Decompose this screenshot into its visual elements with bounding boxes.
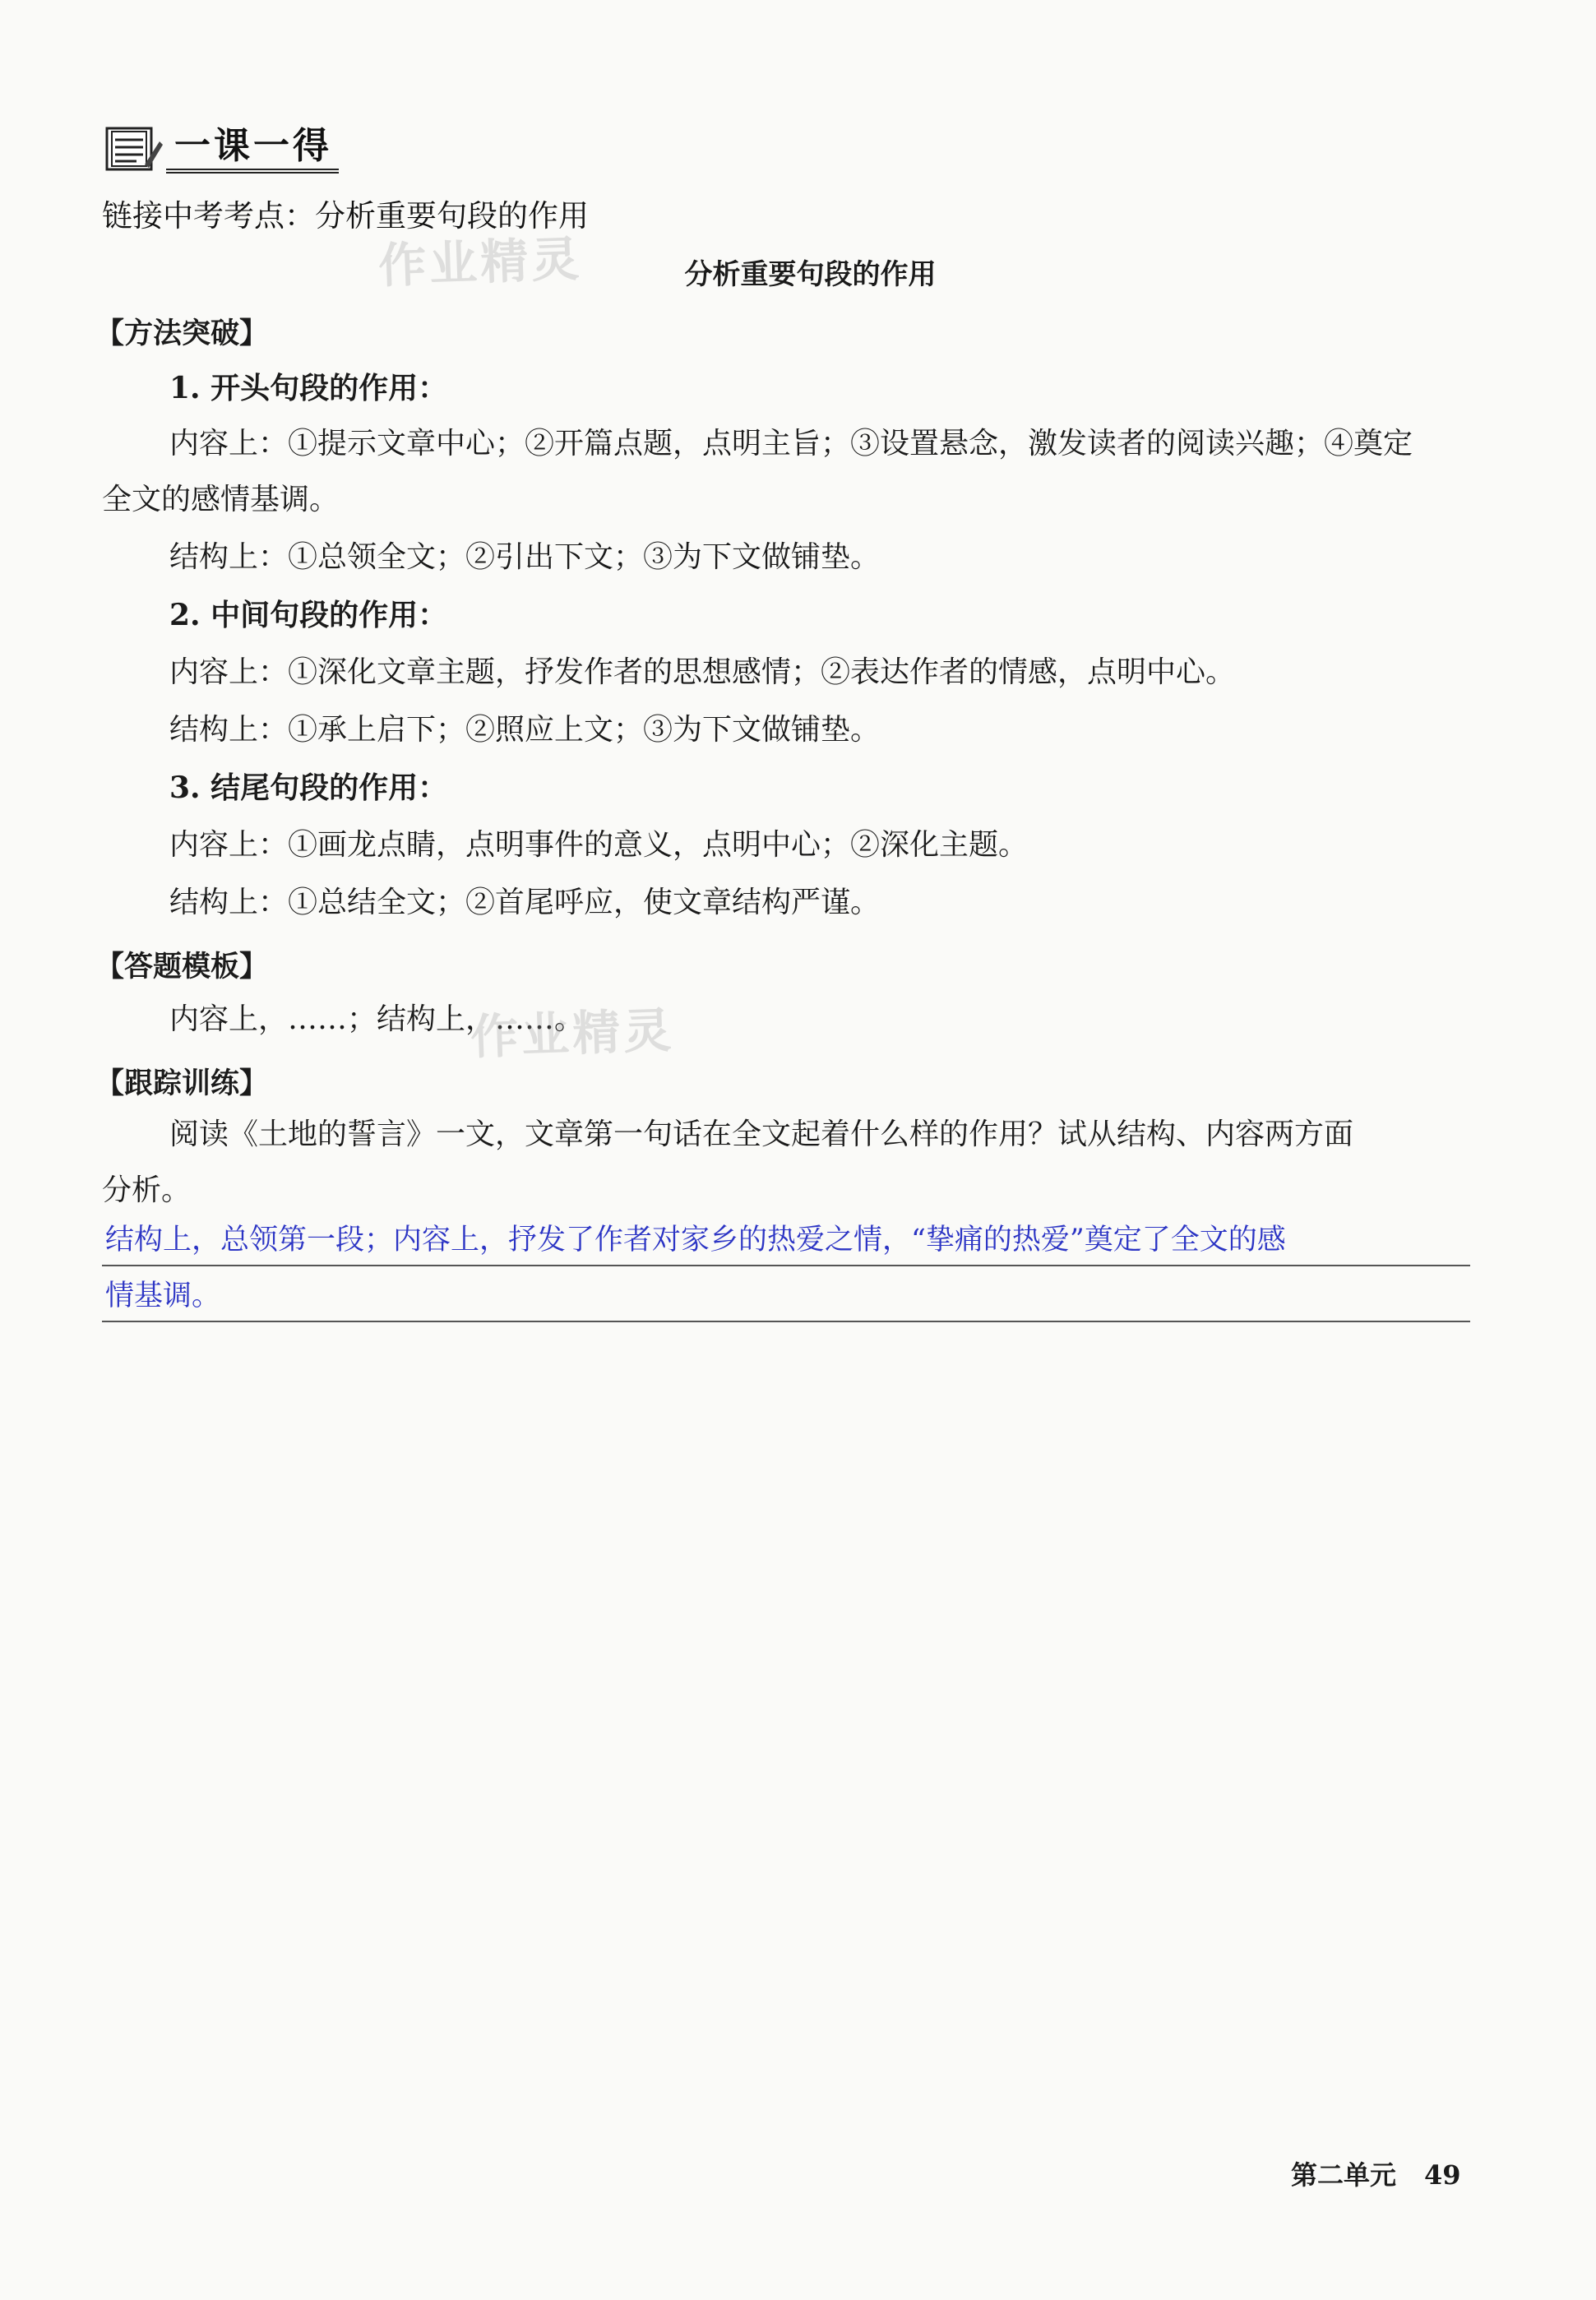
training-question: 阅读《土地的誓言》一文，文章第一句话在全文起着什么样的作用？试从结构、内容两方面	[169, 1118, 1354, 1151]
notebook-icon	[104, 123, 163, 174]
watermark: 作业精灵	[470, 1002, 676, 1066]
page-footer	[1291, 2154, 1461, 2192]
answer-line-2: 情基调。	[102, 1276, 1470, 1322]
page-number: 49	[1424, 2159, 1461, 2191]
training-question-cont: 分析。	[102, 1173, 192, 1207]
section-badge	[104, 123, 339, 174]
method-item-2-structure: 结构上：①承上启下；②照应上文；③为下文做铺垫。	[169, 713, 881, 747]
template-text: 内容上，……；结构上，……。	[169, 1002, 585, 1036]
unit-label: 第二单元	[1291, 2159, 1397, 2191]
method-item-1-content-cont: 全文的感情基调。	[102, 483, 340, 516]
method-item-2: 2. 中间句段的作用：	[169, 598, 448, 632]
method-item-2-content: 内容上：①深化文章主题，抒发作者的思想感情；②表达作者的情感，点明中心。	[169, 655, 1236, 689]
exam-link-line: 链接中考考点：分析重要句段的作用	[102, 198, 589, 234]
answer-line-1: 结构上，总领第一段；内容上，抒发了作者对家乡的热爱之情，“挚痛的热爱”奠定了全文的感	[102, 1220, 1470, 1266]
method-item-3: 3. 结尾句段的作用：	[169, 771, 448, 805]
method-item-3-structure: 结构上：①总结全文；②首尾呼应，使文章结构严谨。	[169, 886, 881, 919]
section-template: 【答题模板】	[95, 951, 269, 983]
method-item-1-structure: 结构上：①总领全文；②引出下文；③为下文做铺垫。	[169, 540, 881, 574]
watermark: 作业精灵	[377, 230, 584, 294]
method-item-1-content: 内容上：①提示文章中心；②开篇点题，点明主旨；③设置悬念，激发读者的阅读兴趣；④奠定	[169, 427, 1413, 460]
method-item-1: 1. 开头句段的作用：	[169, 371, 448, 405]
method-item-3-content: 内容上：①画龙点睛，点明事件的意义，点明中心；②深化主题。	[169, 828, 1029, 862]
section-method: 【方法突破】	[95, 317, 269, 350]
sub-title: 分析重要句段的作用	[684, 258, 937, 291]
section-training: 【跟踪训练】	[95, 1067, 269, 1100]
badge-title: 一课一得	[166, 124, 339, 174]
